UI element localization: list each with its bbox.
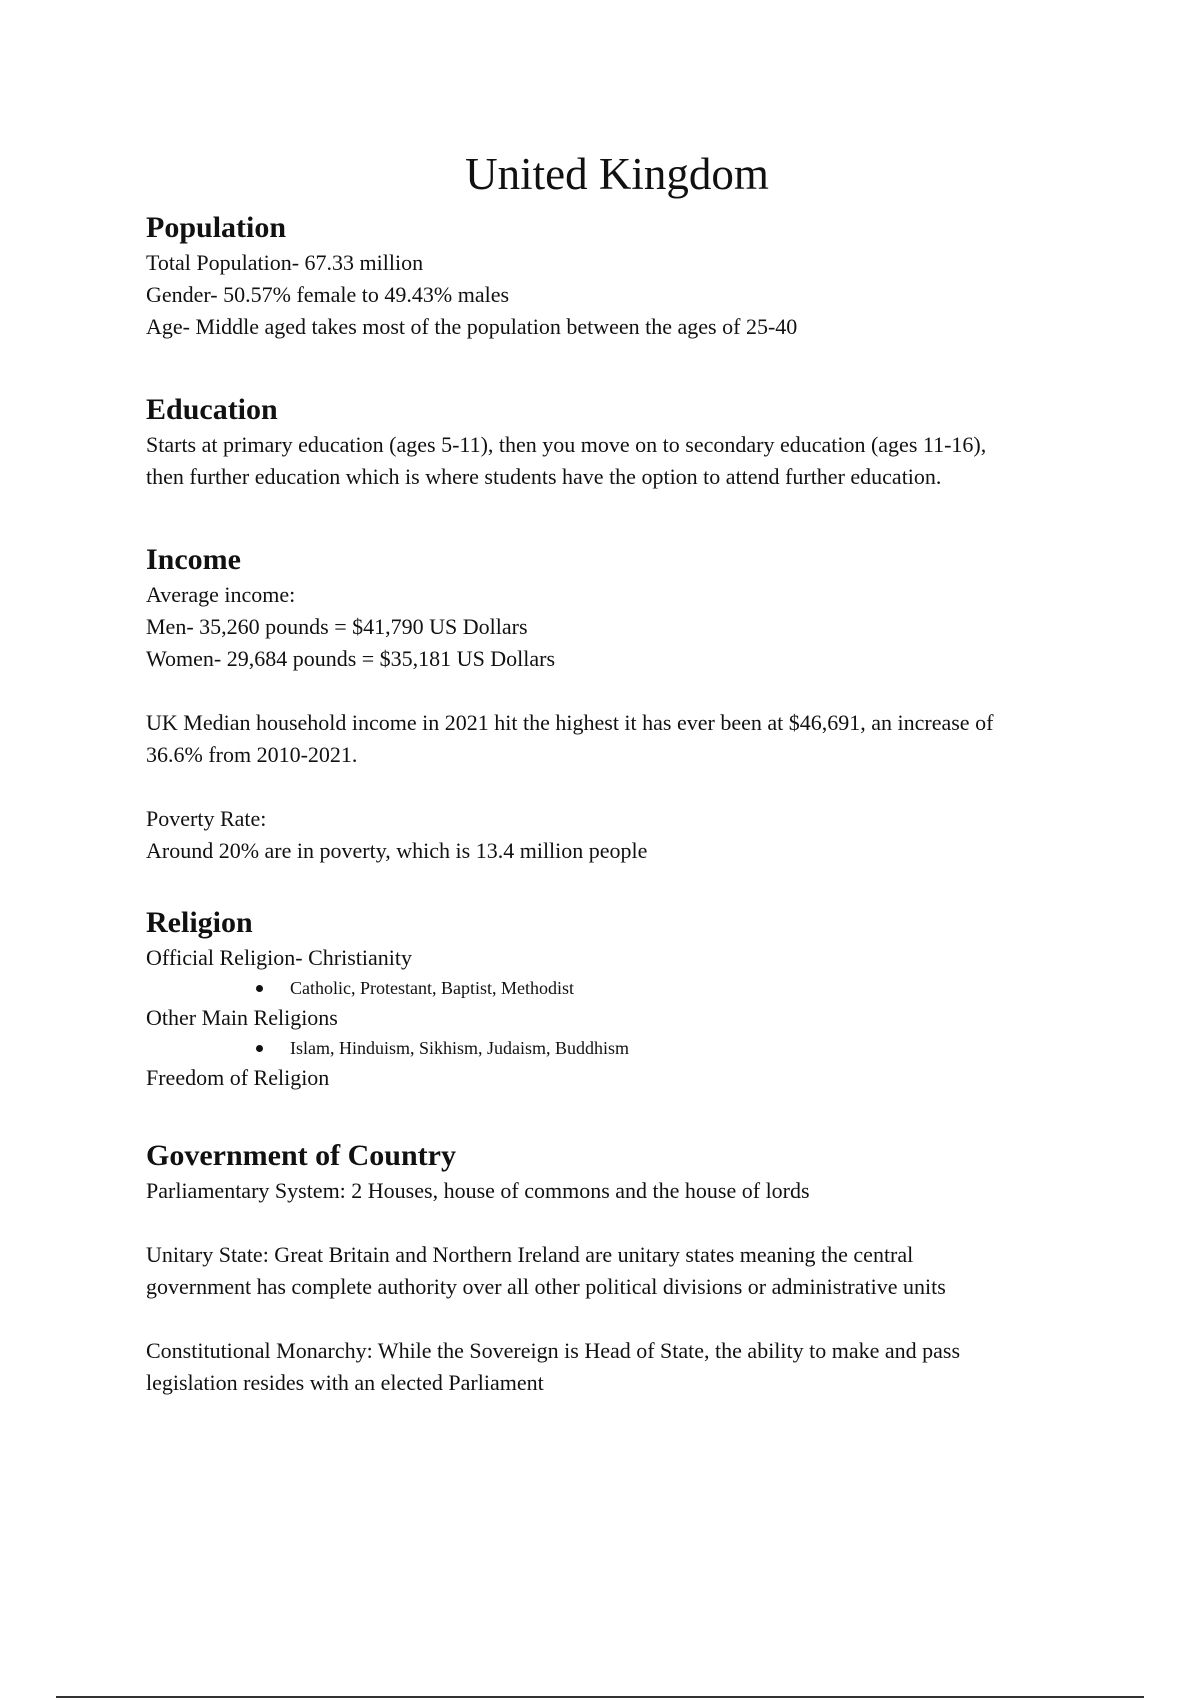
government-section <box>146 1137 1096 1399</box>
bullet-icon <box>256 1045 263 1052</box>
list-item <box>290 1034 1096 1062</box>
list-item <box>290 974 1096 1002</box>
income-women: Women- 29,684 pounds = $35,181 US Dollars <box>146 646 556 671</box>
poverty-label: Poverty Rate: <box>146 806 267 831</box>
official-religion-denominations: Catholic, Protestant, Baptist, Methodist <box>290 978 574 998</box>
religion-heading: Religion <box>146 906 253 939</box>
education-section <box>146 391 1096 493</box>
education-heading: Education <box>146 393 278 426</box>
income-heading: Income <box>146 543 241 576</box>
government-parliamentary: Parliamentary System: 2 Houses, house of commons and the house of lords <box>146 1178 810 1203</box>
population-section <box>146 209 1096 343</box>
official-religion-list <box>146 974 1096 1002</box>
income-median-line-2: 36.6% from 2010-2021. <box>146 742 358 767</box>
population-heading: Population <box>146 211 287 244</box>
religion-freedom: Freedom of Religion <box>146 1065 330 1090</box>
population-total: Total Population- 67.33 million <box>146 250 424 275</box>
religion-section <box>146 904 1096 1094</box>
government-unitary-line-1: Unitary State: Great Britain and Northern Ireland are unitary states meaning the central <box>146 1242 914 1267</box>
other-religions-names: Islam, Hinduism, Sikhism, Judaism, Buddhism <box>290 1038 630 1058</box>
government-heading: Government of Country <box>146 1139 456 1172</box>
government-unitary-line-2: government has complete authority over all other political divisions or administrative units <box>146 1274 946 1299</box>
education-line-2: then further education which is where students have the option to attend further education. <box>146 464 942 489</box>
religion-other: Other Main Religions <box>146 1005 338 1030</box>
income-section <box>146 541 1096 867</box>
education-line-1: Starts at primary education (ages 5-11), then you move on to secondary education (ages 11-16), <box>146 432 987 457</box>
bullet-icon <box>256 985 263 992</box>
government-monarchy-line-1: Constitutional Monarchy: While the Sovereign is Head of State, the ability to make and pass <box>146 1338 961 1363</box>
income-median-line-1: UK Median household income in 2021 hit the highest it has ever been at $46,691, an increase of <box>146 710 994 735</box>
income-average-label: Average income: <box>146 582 296 607</box>
income-men: Men- 35,260 pounds = $41,790 US Dollars <box>146 614 528 639</box>
population-age: Age- Middle aged takes most of the population between the ages of 25-40 <box>146 314 798 339</box>
page-title: United Kingdom <box>465 149 769 199</box>
government-monarchy-line-2: legislation resides with an elected Parliament <box>146 1370 544 1395</box>
population-gender: Gender- 50.57% female to 49.43% males <box>146 282 510 307</box>
other-religions-list <box>146 1034 1096 1062</box>
footer-divider <box>56 1696 1144 1698</box>
poverty-text: Around 20% are in poverty, which is 13.4 million people <box>146 838 648 863</box>
religion-official: Official Religion- Christianity <box>146 945 412 970</box>
